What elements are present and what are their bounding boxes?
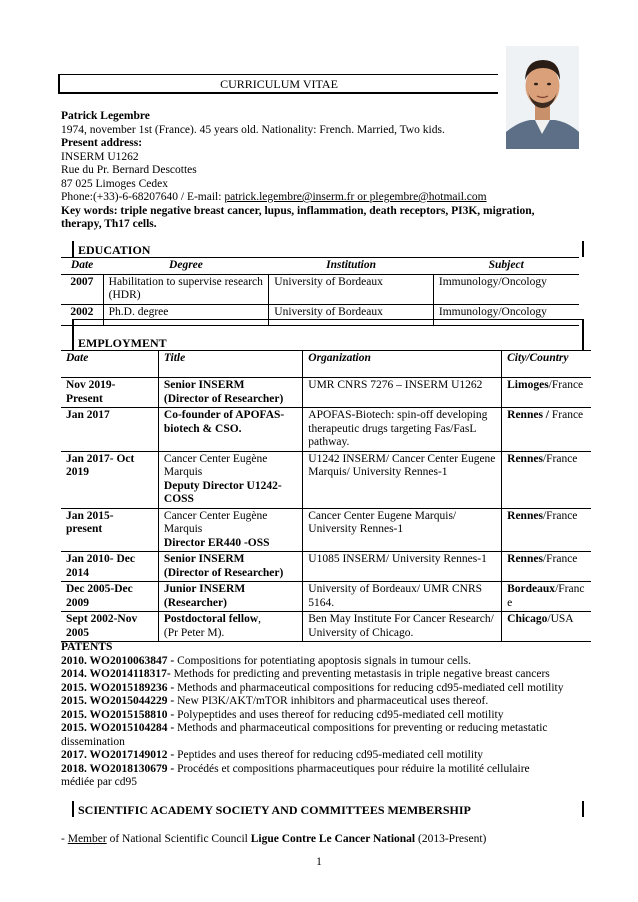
address-line: 87 025 Limoges Cedex <box>61 178 168 190</box>
cell-title: Co-founder of APOFAS-biotech & CSO. <box>158 408 302 452</box>
patent-item: 2015. WO2015044229 - New PI3K/AKT/mTOR inhibitors and pharmaceutical uses thereof. <box>61 695 489 707</box>
patent-item: 2015. WO2015104284 - Methods and pharmaceutical compositions for preventing or reducing metastatic <box>61 722 548 734</box>
table-row <box>61 378 591 408</box>
patents-heading: PATENTS <box>61 641 113 653</box>
academy-heading: SCIENTIFIC ACADEMY SOCIETY AND COMMITTEES MEMBERSHIP <box>78 803 471 817</box>
cell-institution: University of Bordeaux <box>269 274 434 304</box>
table-row <box>61 582 591 612</box>
cell-city: Rennes/France <box>502 451 591 508</box>
patent-item: 2017. WO2017149012 - Peptides and uses thereof for reducing cd95-mediated cell motility <box>61 749 484 761</box>
profile-photo <box>506 46 579 149</box>
col-header: Organization <box>303 351 502 378</box>
academy-heading-box <box>72 801 584 817</box>
cell-title: Senior INSERM (Director of Researcher) <box>158 552 302 582</box>
cell-degree: Habilitation to supervise research (HDR) <box>103 274 269 304</box>
cell-organization: Ben May Institute For Cancer Research/ University of Chicago. <box>303 612 502 642</box>
table-row <box>61 612 591 642</box>
cell-degree: Ph.D. degree <box>103 304 269 325</box>
cv-title-box <box>58 74 498 94</box>
cell-city: Rennes/France <box>502 508 591 552</box>
table-row <box>61 508 591 552</box>
table-row <box>61 451 591 508</box>
cell-organization: U1242 INSERM/ Cancer Center Eugene Marquis/ University Rennes-1 <box>303 451 502 508</box>
keywords-line: therapy, Th17 cells. <box>61 218 157 230</box>
person-name: Patrick Legembre <box>61 110 150 122</box>
col-header: Degree <box>103 258 269 275</box>
cell-date: Nov 2019- Present <box>61 378 158 408</box>
patent-item: 2014. WO2014118317- Methods for predicting and preventing metastasis in triple negative breast cancers <box>61 668 550 680</box>
table-header-row <box>61 351 591 378</box>
cell-organization: UMR CNRS 7276 – INSERM U1262 <box>303 378 502 408</box>
person-bio: 1974, november 1st (France). 45 years old. Nationality: French. Married, Two kids. <box>61 124 445 136</box>
page-number: 1 <box>316 856 322 868</box>
cv-title: CURRICULUM VITAE <box>220 77 338 91</box>
employment-heading-box <box>72 319 584 350</box>
cell-organization: U1085 INSERM/ University Rennes-1 <box>303 552 502 582</box>
cell-organization: Cancer Center Eugene Marquis/ University Rennes-1 <box>303 508 502 552</box>
cell-institution: University of Bordeaux <box>269 304 434 325</box>
cell-date: Sept 2002-Nov 2005 <box>61 612 158 642</box>
cell-date: Jan 2017- Oct 2019 <box>61 451 158 508</box>
education-heading: EDUCATION <box>78 243 151 257</box>
address-label: Present address: <box>61 137 143 149</box>
cell-date: Jan 2010- Dec 2014 <box>61 552 158 582</box>
cell-subject: Immunology/Oncology <box>433 274 579 304</box>
cell-title: Cancer Center Eugène Marquis Deputy Director U1242-COSS <box>158 451 302 508</box>
cell-date: Jan 2015- present <box>61 508 158 552</box>
col-header: Subject <box>433 258 579 275</box>
col-header: Title <box>158 351 302 378</box>
cell-subject: Immunology/Oncology <box>433 304 579 325</box>
employment-table <box>61 350 591 642</box>
cell-date: Dec 2005-Dec 2009 <box>61 582 158 612</box>
email-link[interactable]: patrick.legembre@inserm.fr or plegembre@hotmail.com <box>224 191 487 203</box>
cell-title: Senior INSERM (Director of Researcher) <box>158 378 302 408</box>
cell-city: Rennes/France <box>502 552 591 582</box>
cell-date: 2007 <box>61 274 103 304</box>
education-heading-box <box>72 241 584 257</box>
table-row <box>61 408 591 452</box>
keywords-line: Key words: triple negative breast cancer, lupus, inflammation, death receptors, PI3K, migration, <box>61 205 535 217</box>
cell-date: 2002 <box>61 304 103 325</box>
cell-title: Junior INSERM (Researcher) <box>158 582 302 612</box>
cell-organization: APOFAS-Biotech: spin-off developing therapeutic drugs targeting Fas/FasL pathway. <box>303 408 502 452</box>
contact-line <box>61 191 487 205</box>
phone-text: Phone:(+33)-6-68207640 / E-mail: <box>61 191 225 203</box>
table-row <box>61 552 591 582</box>
address-line: Rue du Pr. Bernard Descottes <box>61 164 197 176</box>
patent-item: 2015. WO2015158810 - Polypeptides and uses thereof for reducing cd95-mediated cell motility <box>61 709 504 721</box>
col-header: Date <box>61 351 158 378</box>
patent-item-continued: dissemination <box>61 736 125 748</box>
cell-title: Cancer Center Eugène Marquis Director ER440 -OSS <box>158 508 302 552</box>
table-row <box>61 274 579 304</box>
patent-item: 2018. WO2018130679 - Procédés et compositions pharmaceutiques pour réduire la motilité cellulaire <box>61 763 530 775</box>
employment-heading: EMPLOYMENT <box>78 336 167 350</box>
cell-date: Jan 2017 <box>61 408 158 452</box>
col-header: Date <box>61 258 103 275</box>
cell-city: Chicago/USA <box>502 612 591 642</box>
membership-item: - Member of National Scientific Council Ligue Contre Le Cancer National (2013-Present) <box>61 833 487 845</box>
col-header: Institution <box>269 258 434 275</box>
patent-item-continued: médiée par cd95 <box>61 776 137 788</box>
cell-city: Bordeaux/France <box>502 582 591 612</box>
cell-city: Limoges/France <box>502 378 591 408</box>
cell-organization: University of Bordeaux/ UMR CNRS 5164. <box>303 582 502 612</box>
table-header-row <box>61 258 579 275</box>
cell-city: Rennes / France <box>502 408 591 452</box>
address-line: INSERM U1262 <box>61 151 139 163</box>
education-table <box>61 257 579 326</box>
patent-item: 2015. WO2015189236 - Methods and pharmaceutical compositions for reducing cd95-mediated cell motility <box>61 682 564 694</box>
patent-item: 2010. WO2010063847 - Compositions for potentiating apoptosis signals in tumour cells. <box>61 655 471 667</box>
col-header: City/Country <box>502 351 591 378</box>
cell-title: Postdoctoral fellow, (Pr Peter M). <box>158 612 302 642</box>
